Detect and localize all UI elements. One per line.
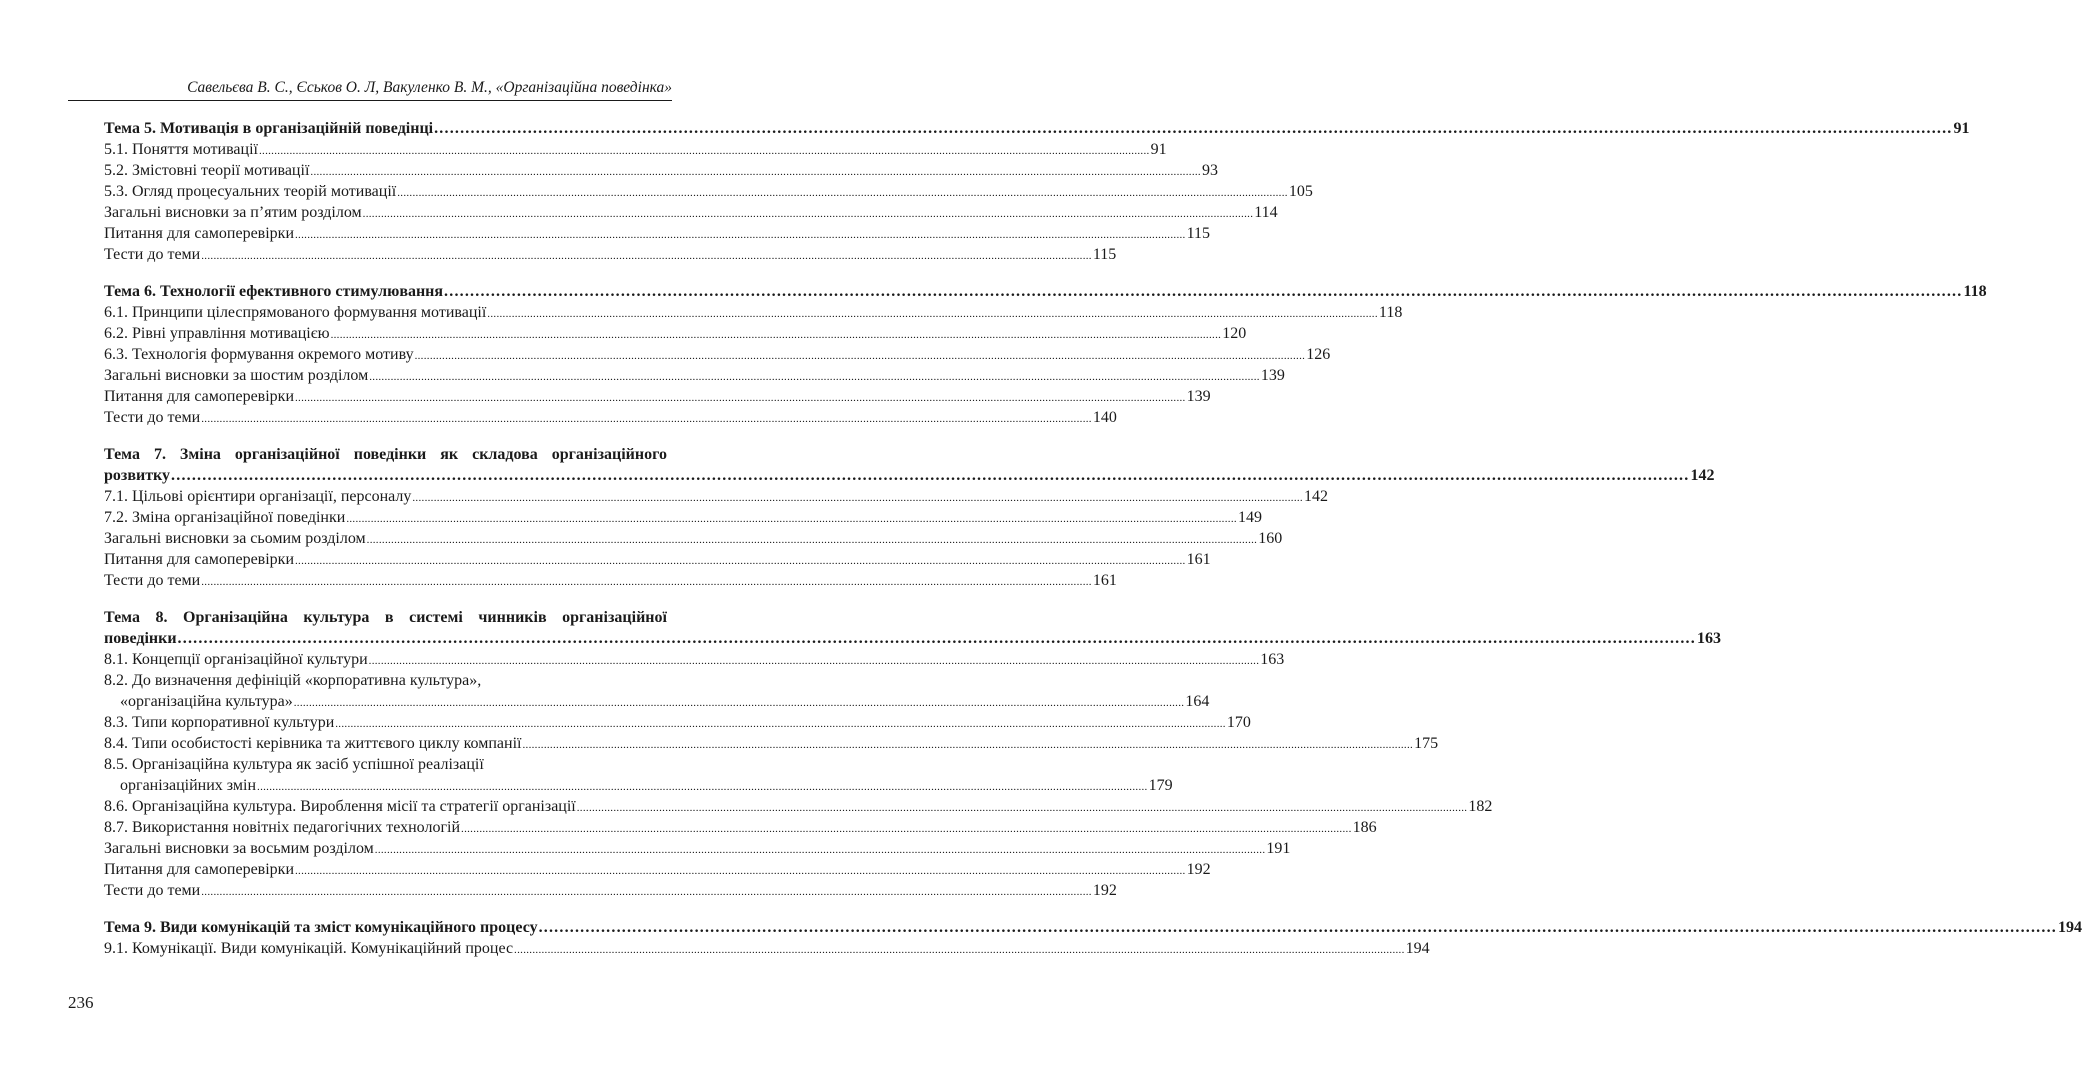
page-ref: 175 <box>1414 735 1439 752</box>
page-ref: 192 <box>1092 882 1117 899</box>
entry-title: 6.1. Принципи цілеспрямованого формування мотивації <box>104 304 487 321</box>
title-word: чинників <box>478 609 547 626</box>
toc-entry <box>104 223 1211 244</box>
dot-leader <box>577 796 1468 819</box>
entry-title: Загальні висновки за шостим розділом <box>104 367 369 384</box>
page-ref: 142 <box>1690 467 1715 484</box>
running-header: Савельєва В. С., Єськов О. Л, Вакуленко В. М., «Організаційна поведінка» <box>187 79 672 96</box>
entry-title: 8.7. Використання новітніх педагогічних технологій <box>104 819 461 836</box>
entry-title-continuation: організаційних змін <box>120 777 257 794</box>
entry-title: Тести до теми <box>104 409 201 426</box>
page-number: 236 <box>68 993 94 1012</box>
entry-title: Загальні висновки за восьмим розділом <box>104 840 374 857</box>
page-ref: 118 <box>1963 283 1987 300</box>
entry-title: 7.2. Зміна організаційної поведінки <box>104 509 346 526</box>
page-ref: 114 <box>1254 204 1278 221</box>
title-word: системі <box>409 609 463 626</box>
topic-title: Тема 6. Технології ефективного стимулювання <box>104 283 444 300</box>
title-word: як <box>440 446 459 463</box>
entry-title: 8.3. Типи корпоративної культури <box>104 714 335 731</box>
toc-entry <box>104 880 1117 901</box>
toc-entry <box>104 938 1430 959</box>
entry-title: Загальні висновки за п’ятим розділом <box>104 204 362 221</box>
toc-entry-continuation <box>104 691 1210 712</box>
dot-leader <box>201 407 1092 430</box>
topic-heading-first-line <box>104 607 667 628</box>
page-ref: 91 <box>1150 141 1167 158</box>
title-word: Тема <box>104 446 140 463</box>
topic-heading <box>104 917 2082 938</box>
entry-title: 5.2. Змістовні теорії мотивації <box>104 162 310 179</box>
page-ref: 194 <box>2057 919 2082 936</box>
toc-entry <box>104 570 1117 591</box>
title-word: організаційної <box>562 609 667 626</box>
page-ref: 191 <box>1266 840 1291 857</box>
toc-entry <box>104 202 1278 223</box>
page-ref: 179 <box>1148 777 1173 794</box>
dot-leader <box>331 323 1222 346</box>
dot-leader <box>363 202 1254 225</box>
page-ref: 139 <box>1260 367 1285 384</box>
toc-entry <box>104 244 1117 265</box>
dot-leader <box>178 628 1696 649</box>
dot-leader <box>310 160 1201 183</box>
page-ref: 120 <box>1222 325 1247 342</box>
page-ref: 139 <box>1186 388 1211 405</box>
toc-entry-first-line <box>104 670 667 691</box>
title-word: складова <box>472 446 538 463</box>
dot-leader <box>412 486 1303 509</box>
toc-entry <box>104 181 1313 202</box>
page-ref: 186 <box>1352 819 1377 836</box>
dot-leader <box>434 118 1952 139</box>
entry-title: Тести до теми <box>104 246 201 263</box>
entry-title: Тести до теми <box>104 882 201 899</box>
entry-title: 7.1. Цільові орієнтири організації, персоналу <box>104 488 412 505</box>
page-ref: 192 <box>1186 861 1211 878</box>
toc-entry <box>104 549 1211 570</box>
entry-title: 6.2. Рівні управління мотивацією <box>104 325 330 342</box>
entry-title: 8.6. Організаційна культура. Вироблення місії та стратегії організації <box>104 798 576 815</box>
dot-leader <box>257 775 1148 798</box>
entry-title: 8.2. До визначення дефініцій «корпоративна культура», <box>104 672 482 689</box>
entry-title: Питання для самоперевірки <box>104 551 294 568</box>
page-ref: 140 <box>1092 409 1117 426</box>
page-ref: 115 <box>1092 246 1117 263</box>
dot-leader <box>539 917 2057 938</box>
page-ref: 164 <box>1185 693 1210 710</box>
dot-leader <box>201 244 1092 267</box>
dot-leader <box>461 817 1352 840</box>
page-ref: 91 <box>1953 120 1970 137</box>
toc-entry <box>104 649 1285 670</box>
title-word: організаційної <box>234 446 340 463</box>
entry-title: Питання для самоперевірки <box>104 861 294 878</box>
entry-title: 6.3. Технологія формування окремого мотиву <box>104 346 414 363</box>
dot-leader <box>201 880 1092 903</box>
page-ref: 170 <box>1226 714 1251 731</box>
toc-entry <box>104 796 1493 817</box>
dot-leader <box>375 838 1266 861</box>
toc-entry <box>104 838 1291 859</box>
toc-entry <box>104 817 1377 838</box>
page-ref: 163 <box>1696 630 1721 647</box>
toc-entry <box>104 733 1439 754</box>
header-rule <box>68 100 672 101</box>
topic-title-continuation: поведінки <box>104 630 177 647</box>
dot-leader <box>397 181 1288 204</box>
topic-heading-last-line <box>104 628 1721 649</box>
toc-entry-first-line <box>104 754 667 775</box>
dot-leader <box>201 570 1092 593</box>
title-word: 8. <box>155 609 168 626</box>
dot-leader <box>171 465 1689 486</box>
entry-title: 9.1. Комунікації. Види комунікацій. Комунікаційний процес <box>104 940 514 957</box>
page-ref: 118 <box>1378 304 1403 321</box>
page-ref: 182 <box>1468 798 1493 815</box>
toc-entry <box>104 407 1117 428</box>
dot-leader <box>369 649 1260 672</box>
page-ref: 126 <box>1306 346 1331 363</box>
entry-title-continuation: «організаційна культура» <box>120 693 293 710</box>
entry-title: 8.4. Типи особистості керівника та життєвого циклу компанії <box>104 735 522 752</box>
title-word: поведінки <box>353 446 427 463</box>
page-ref: 142 <box>1303 488 1328 505</box>
title-word: організаційного <box>551 446 667 463</box>
topic-heading-last-line <box>104 465 1715 486</box>
page-ref: 161 <box>1092 572 1117 589</box>
dot-leader <box>487 302 1378 325</box>
dot-leader <box>295 859 1186 882</box>
topic-title-continuation: розвитку <box>104 467 171 484</box>
dot-leader <box>514 938 1405 961</box>
title-word: 7. <box>153 446 166 463</box>
dot-leader <box>295 223 1186 246</box>
page-ref: 160 <box>1258 530 1283 547</box>
toc-entry <box>104 507 1262 528</box>
topic-heading <box>104 118 1970 139</box>
toc-entry <box>104 528 1283 549</box>
entry-title: 8.1. Концепції організаційної культури <box>104 651 368 668</box>
topic-heading-first-line <box>104 444 667 465</box>
toc-entry <box>104 712 1251 733</box>
page-ref: 93 <box>1202 162 1218 179</box>
title-word: Тема <box>104 609 140 626</box>
title-word: в <box>384 609 394 626</box>
dot-leader <box>369 365 1260 388</box>
toc-entry <box>104 386 1211 407</box>
dot-leader <box>295 549 1186 572</box>
table-of-contents <box>104 118 2082 975</box>
topic-heading <box>104 281 1987 302</box>
toc-entry <box>104 365 1285 386</box>
page-ref: 194 <box>1405 940 1430 957</box>
page-ref: 149 <box>1237 509 1262 526</box>
title-word: Організаційна <box>183 609 288 626</box>
entry-title: 5.1. Поняття мотивації <box>104 141 258 158</box>
page-ref: 161 <box>1186 551 1211 568</box>
page-ref: 115 <box>1186 225 1211 242</box>
toc-section-topic-8 <box>104 607 1721 901</box>
dot-leader <box>259 139 1150 162</box>
toc-entry <box>104 139 1167 160</box>
page-ref: 163 <box>1260 651 1285 668</box>
dot-leader <box>522 733 1413 756</box>
entry-title: 8.5. Організаційна культура як засіб успішної реалізації <box>104 756 484 773</box>
title-word: культура <box>303 609 370 626</box>
dot-leader <box>335 712 1226 735</box>
dot-leader <box>367 528 1258 551</box>
entry-title: Загальні висновки за сьомим розділом <box>104 530 366 547</box>
entry-title: 5.3. Огляд процесуальних теорій мотивації <box>104 183 397 200</box>
toc-entry <box>104 486 1328 507</box>
toc-entry <box>104 302 1403 323</box>
dot-leader <box>444 281 1962 302</box>
dot-leader <box>415 344 1306 367</box>
toc-section-topic-7 <box>104 444 1715 591</box>
entry-title: Питання для самоперевірки <box>104 388 294 405</box>
toc-entry <box>104 344 1331 365</box>
page-ref: 105 <box>1288 183 1313 200</box>
toc-entry-continuation <box>104 775 1173 796</box>
toc-section-topic-9 <box>104 917 2082 959</box>
toc-entry <box>104 160 1218 181</box>
toc-section-topic-5 <box>104 118 1970 265</box>
topic-title: Тема 5. Мотивація в організаційній поведінці <box>104 120 434 137</box>
dot-leader <box>346 507 1237 530</box>
title-word: Зміна <box>179 446 221 463</box>
topic-title: Тема 9. Види комунікацій та зміст комунікаційного процесу <box>104 919 538 936</box>
entry-title: Тести до теми <box>104 572 201 589</box>
dot-leader <box>295 386 1186 409</box>
toc-section-topic-6 <box>104 281 1987 428</box>
toc-entry <box>104 859 1211 880</box>
entry-title: Питання для самоперевірки <box>104 225 294 242</box>
toc-entry <box>104 323 1247 344</box>
dot-leader <box>294 691 1185 714</box>
